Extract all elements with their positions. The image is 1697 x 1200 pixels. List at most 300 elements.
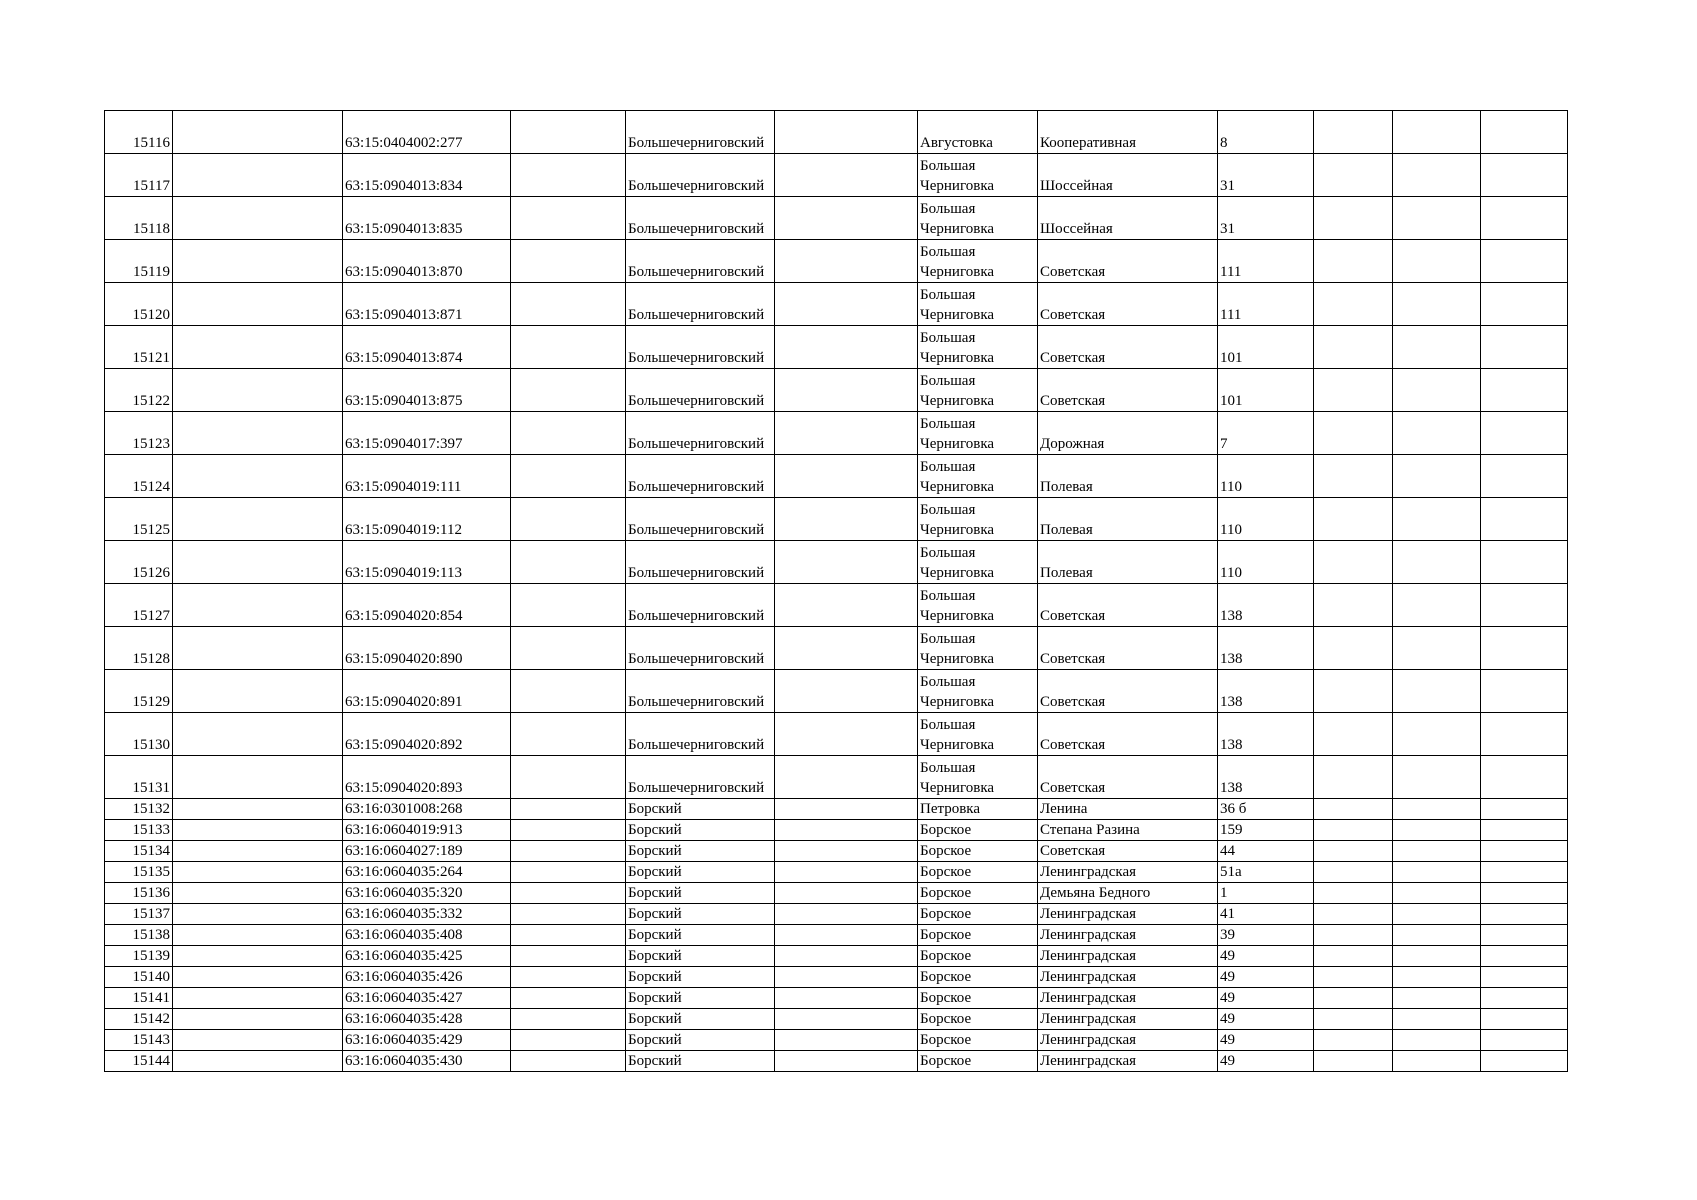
empty-cell [1314,799,1393,820]
empty-cell [1393,111,1481,154]
table-row [105,240,1568,283]
empty-cell [1314,326,1393,369]
empty-cell [775,967,918,988]
street-cell [1038,841,1218,862]
cadastral-number-text: 63:16:0604035:430 [345,1053,463,1069]
cadastral-number-cell [343,1051,511,1072]
empty-cell [173,946,343,967]
row-number-cell [105,841,173,862]
locality-cell [918,946,1038,967]
row-number-cell [105,756,173,799]
empty-cell [775,197,918,240]
empty-cell [511,820,626,841]
cadastral-number-text: 63:15:0904020:891 [345,694,463,710]
empty-cell [1393,988,1481,1009]
empty-cell [1393,925,1481,946]
empty-cell [173,967,343,988]
table-row [105,197,1568,240]
locality-cell [918,541,1038,584]
table-row [105,862,1568,883]
empty-cell [1481,670,1568,713]
empty-cell [775,841,918,862]
street-cell [1038,584,1218,627]
district-cell [626,670,775,713]
district-text: Большечерниговский [628,393,765,409]
row-number-cell [105,240,173,283]
cadastral-number-text: 63:15:0904013:874 [345,350,463,366]
locality-cell [918,154,1038,197]
empty-cell [511,883,626,904]
row-number-cell [105,498,173,541]
empty-cell [511,455,626,498]
table-row [105,820,1568,841]
locality-text: Большая Черниговка [920,416,995,452]
street-cell [1038,412,1218,455]
cadastral-number-text: 63:16:0604035:429 [345,1032,463,1048]
empty-cell [1481,988,1568,1009]
row-number-text: 15140 [132,969,170,985]
empty-cell [1393,883,1481,904]
table-row [105,283,1568,326]
empty-cell [1393,841,1481,862]
row-number-cell [105,799,173,820]
house-text: 36 б [1220,801,1247,817]
empty-cell [775,154,918,197]
locality-text: Борское [920,1011,972,1027]
empty-cell [173,154,343,197]
district-text: Большечерниговский [628,178,765,194]
cadastral-number-text: 63:15:0904019:113 [345,565,462,581]
cadastral-number-cell [343,197,511,240]
row-number-cell [105,1030,173,1051]
empty-cell [1481,369,1568,412]
street-cell [1038,541,1218,584]
locality-text: Большая Черниговка [920,674,995,710]
table-body [105,111,1568,1072]
cadastral-number-text: 63:15:0904013:835 [345,221,463,237]
district-text: Большечерниговский [628,694,765,710]
district-cell [626,883,775,904]
street-cell [1038,197,1218,240]
empty-cell [173,988,343,1009]
table-row [105,111,1568,154]
house-text: 138 [1220,608,1243,624]
district-cell [626,627,775,670]
locality-cell [918,584,1038,627]
empty-cell [511,584,626,627]
empty-cell [1393,584,1481,627]
row-number-text: 15133 [132,822,170,838]
district-cell [626,541,775,584]
house-text: 49 [1220,1011,1235,1027]
locality-cell [918,627,1038,670]
locality-cell [918,670,1038,713]
empty-cell [1481,820,1568,841]
empty-cell [511,498,626,541]
table-row [105,455,1568,498]
row-number-text: 15137 [132,906,170,922]
empty-cell [775,455,918,498]
empty-cell [1314,670,1393,713]
table-row [105,627,1568,670]
district-text: Большечерниговский [628,651,765,667]
house-cell [1218,412,1314,455]
empty-cell [1314,1051,1393,1072]
street-text: Ленинградская [1040,990,1137,1006]
empty-cell [1481,283,1568,326]
street-cell [1038,988,1218,1009]
empty-cell [511,904,626,925]
row-number-text: 15134 [132,843,170,859]
locality-text: Борское [920,948,972,964]
empty-cell [1481,412,1568,455]
house-text: 49 [1220,1053,1235,1069]
house-cell [1218,988,1314,1009]
row-number-cell [105,369,173,412]
row-number-text: 15136 [132,885,170,901]
empty-cell [1481,841,1568,862]
cadastral-number-cell [343,883,511,904]
district-cell [626,967,775,988]
street-text: Ленинградская [1040,1032,1137,1048]
empty-cell [511,946,626,967]
empty-cell [1393,498,1481,541]
table-row [105,670,1568,713]
empty-cell [1481,541,1568,584]
street-text: Советская [1040,307,1106,323]
empty-cell [1393,1009,1481,1030]
empty-cell [1393,820,1481,841]
street-cell [1038,627,1218,670]
table-row [105,154,1568,197]
locality-cell [918,283,1038,326]
locality-cell [918,904,1038,925]
empty-cell [1314,862,1393,883]
empty-cell [1314,946,1393,967]
table-row [105,326,1568,369]
district-text: Большечерниговский [628,135,765,151]
district-cell [626,713,775,756]
street-cell [1038,1009,1218,1030]
empty-cell [775,799,918,820]
district-cell [626,154,775,197]
locality-cell [918,369,1038,412]
row-number-text: 15123 [132,436,170,452]
locality-text: Большая Черниговка [920,760,995,796]
street-text: Ленинградская [1040,948,1137,964]
table-row [105,541,1568,584]
row-number-text: 15138 [132,927,170,943]
empty-cell [1314,841,1393,862]
house-cell [1218,820,1314,841]
house-cell [1218,967,1314,988]
empty-cell [775,670,918,713]
registry-table [104,110,1568,1072]
empty-cell [173,799,343,820]
cadastral-number-cell [343,841,511,862]
house-text: 138 [1220,651,1243,667]
cadastral-number-text: 63:16:0604019:913 [345,822,463,838]
street-cell [1038,498,1218,541]
empty-cell [173,369,343,412]
street-cell [1038,946,1218,967]
empty-cell [775,584,918,627]
cadastral-number-text: 63:16:0604035:427 [345,990,463,1006]
district-cell [626,841,775,862]
street-text: Ленинградская [1040,864,1137,880]
empty-cell [511,1051,626,1072]
district-cell [626,904,775,925]
house-text: 110 [1220,565,1242,581]
empty-cell [511,988,626,1009]
empty-cell [775,541,918,584]
cadastral-number-cell [343,670,511,713]
empty-cell [775,1030,918,1051]
house-text: 110 [1220,522,1242,538]
district-cell [626,584,775,627]
district-cell [626,197,775,240]
street-cell [1038,369,1218,412]
district-cell [626,946,775,967]
cadastral-number-cell [343,820,511,841]
table-row [105,1009,1568,1030]
empty-cell [511,967,626,988]
empty-cell [173,455,343,498]
empty-cell [1314,240,1393,283]
street-cell [1038,904,1218,925]
cadastral-number-cell [343,925,511,946]
empty-cell [1314,111,1393,154]
empty-cell [173,412,343,455]
house-text: 31 [1220,178,1235,194]
house-cell [1218,1009,1314,1030]
district-text: Борский [628,801,682,817]
empty-cell [173,1030,343,1051]
district-text: Борский [628,1032,682,1048]
house-text: 101 [1220,350,1243,366]
street-text: Советская [1040,694,1106,710]
district-cell [626,369,775,412]
empty-cell [1314,627,1393,670]
district-text: Борский [628,822,682,838]
empty-cell [173,498,343,541]
locality-cell [918,111,1038,154]
empty-cell [1393,240,1481,283]
district-cell [626,455,775,498]
empty-cell [1393,946,1481,967]
empty-cell [173,756,343,799]
table-row [105,946,1568,967]
house-text: 51а [1220,864,1242,880]
locality-text: Большая Черниговка [920,631,995,667]
row-number-cell [105,713,173,756]
empty-cell [1393,197,1481,240]
empty-cell [1481,799,1568,820]
locality-text: Августовка [920,135,993,151]
table-row [105,841,1568,862]
house-cell [1218,326,1314,369]
district-cell [626,988,775,1009]
street-cell [1038,111,1218,154]
empty-cell [1314,197,1393,240]
locality-cell [918,925,1038,946]
empty-cell [775,988,918,1009]
locality-text: Большая Черниговка [920,588,995,624]
house-cell [1218,713,1314,756]
street-text: Степана Разина [1040,822,1140,838]
empty-cell [1393,756,1481,799]
district-cell [626,1009,775,1030]
empty-cell [1393,713,1481,756]
cadastral-number-cell [343,904,511,925]
row-number-cell [105,584,173,627]
empty-cell [1314,904,1393,925]
row-number-text: 15119 [133,264,170,280]
empty-cell [1314,1009,1393,1030]
empty-cell [511,283,626,326]
row-number-cell [105,541,173,584]
locality-cell [918,1009,1038,1030]
district-text: Большечерниговский [628,522,765,538]
empty-cell [775,1009,918,1030]
locality-cell [918,988,1038,1009]
row-number-cell [105,283,173,326]
empty-cell [1481,326,1568,369]
locality-text: Большая Черниговка [920,287,995,323]
empty-cell [1314,369,1393,412]
street-cell [1038,326,1218,369]
cadastral-number-text: 63:15:0904013:871 [345,307,463,323]
row-number-cell [105,197,173,240]
locality-cell [918,713,1038,756]
district-cell [626,925,775,946]
cadastral-number-cell [343,946,511,967]
cadastral-number-cell [343,862,511,883]
street-cell [1038,455,1218,498]
locality-cell [918,240,1038,283]
empty-cell [775,1051,918,1072]
empty-cell [1393,1051,1481,1072]
empty-cell [1481,1051,1568,1072]
empty-cell [775,883,918,904]
district-text: Борский [628,885,682,901]
row-number-text: 15127 [132,608,170,624]
empty-cell [1481,154,1568,197]
empty-cell [1314,820,1393,841]
empty-cell [1393,627,1481,670]
cadastral-number-cell [343,326,511,369]
locality-text: Большая Черниговка [920,459,995,495]
street-cell [1038,820,1218,841]
table-row [105,412,1568,455]
cadastral-number-cell [343,1030,511,1051]
row-number-text: 15142 [132,1011,170,1027]
locality-text: Борское [920,927,972,943]
district-cell [626,240,775,283]
row-number-text: 15118 [133,221,170,237]
empty-cell [1314,283,1393,326]
table-row [105,967,1568,988]
locality-cell [918,197,1038,240]
locality-text: Борское [920,822,972,838]
district-cell [626,1051,775,1072]
table-row [105,883,1568,904]
house-cell [1218,799,1314,820]
locality-text: Борское [920,969,972,985]
empty-cell [1393,904,1481,925]
table-row [105,1051,1568,1072]
empty-cell [511,756,626,799]
locality-text: Борское [920,906,972,922]
cadastral-number-text: 63:16:0604035:408 [345,927,463,943]
house-cell [1218,756,1314,799]
empty-cell [1481,498,1568,541]
cadastral-number-cell [343,627,511,670]
empty-cell [173,627,343,670]
empty-cell [775,412,918,455]
table-row [105,756,1568,799]
house-text: 39 [1220,927,1235,943]
empty-cell [1314,713,1393,756]
house-cell [1218,584,1314,627]
house-text: 44 [1220,843,1235,859]
empty-cell [775,925,918,946]
empty-cell [1393,670,1481,713]
empty-cell [1481,455,1568,498]
locality-text: Петровка [920,801,981,817]
district-text: Борский [628,864,682,880]
empty-cell [775,713,918,756]
empty-cell [1481,240,1568,283]
empty-cell [173,111,343,154]
district-cell [626,498,775,541]
district-cell [626,862,775,883]
district-text: Борский [628,1053,682,1069]
empty-cell [173,713,343,756]
empty-cell [173,820,343,841]
locality-text: Большая Черниговка [920,373,995,409]
street-text: Советская [1040,843,1106,859]
district-text: Борский [628,843,682,859]
cadastral-number-text: 63:15:0904019:112 [345,522,462,538]
district-text: Большечерниговский [628,737,765,753]
district-text: Большечерниговский [628,565,765,581]
house-text: 111 [1220,264,1242,280]
empty-cell [511,154,626,197]
house-cell [1218,883,1314,904]
empty-cell [511,799,626,820]
row-number-cell [105,988,173,1009]
empty-cell [173,1051,343,1072]
street-text: Ленинградская [1040,1011,1137,1027]
empty-cell [775,369,918,412]
row-number-text: 15131 [132,780,170,796]
locality-text: Большая Черниговка [920,330,995,366]
house-cell [1218,455,1314,498]
row-number-text: 15117 [133,178,170,194]
empty-cell [1481,584,1568,627]
cadastral-number-text: 63:16:0604027:189 [345,843,463,859]
empty-cell [173,862,343,883]
empty-cell [1393,541,1481,584]
locality-text: Большая Черниговка [920,717,995,753]
district-text: Борский [628,969,682,985]
house-cell [1218,841,1314,862]
cadastral-number-cell [343,967,511,988]
district-text: Борский [628,948,682,964]
street-text: Полевая [1040,479,1093,495]
empty-cell [173,240,343,283]
